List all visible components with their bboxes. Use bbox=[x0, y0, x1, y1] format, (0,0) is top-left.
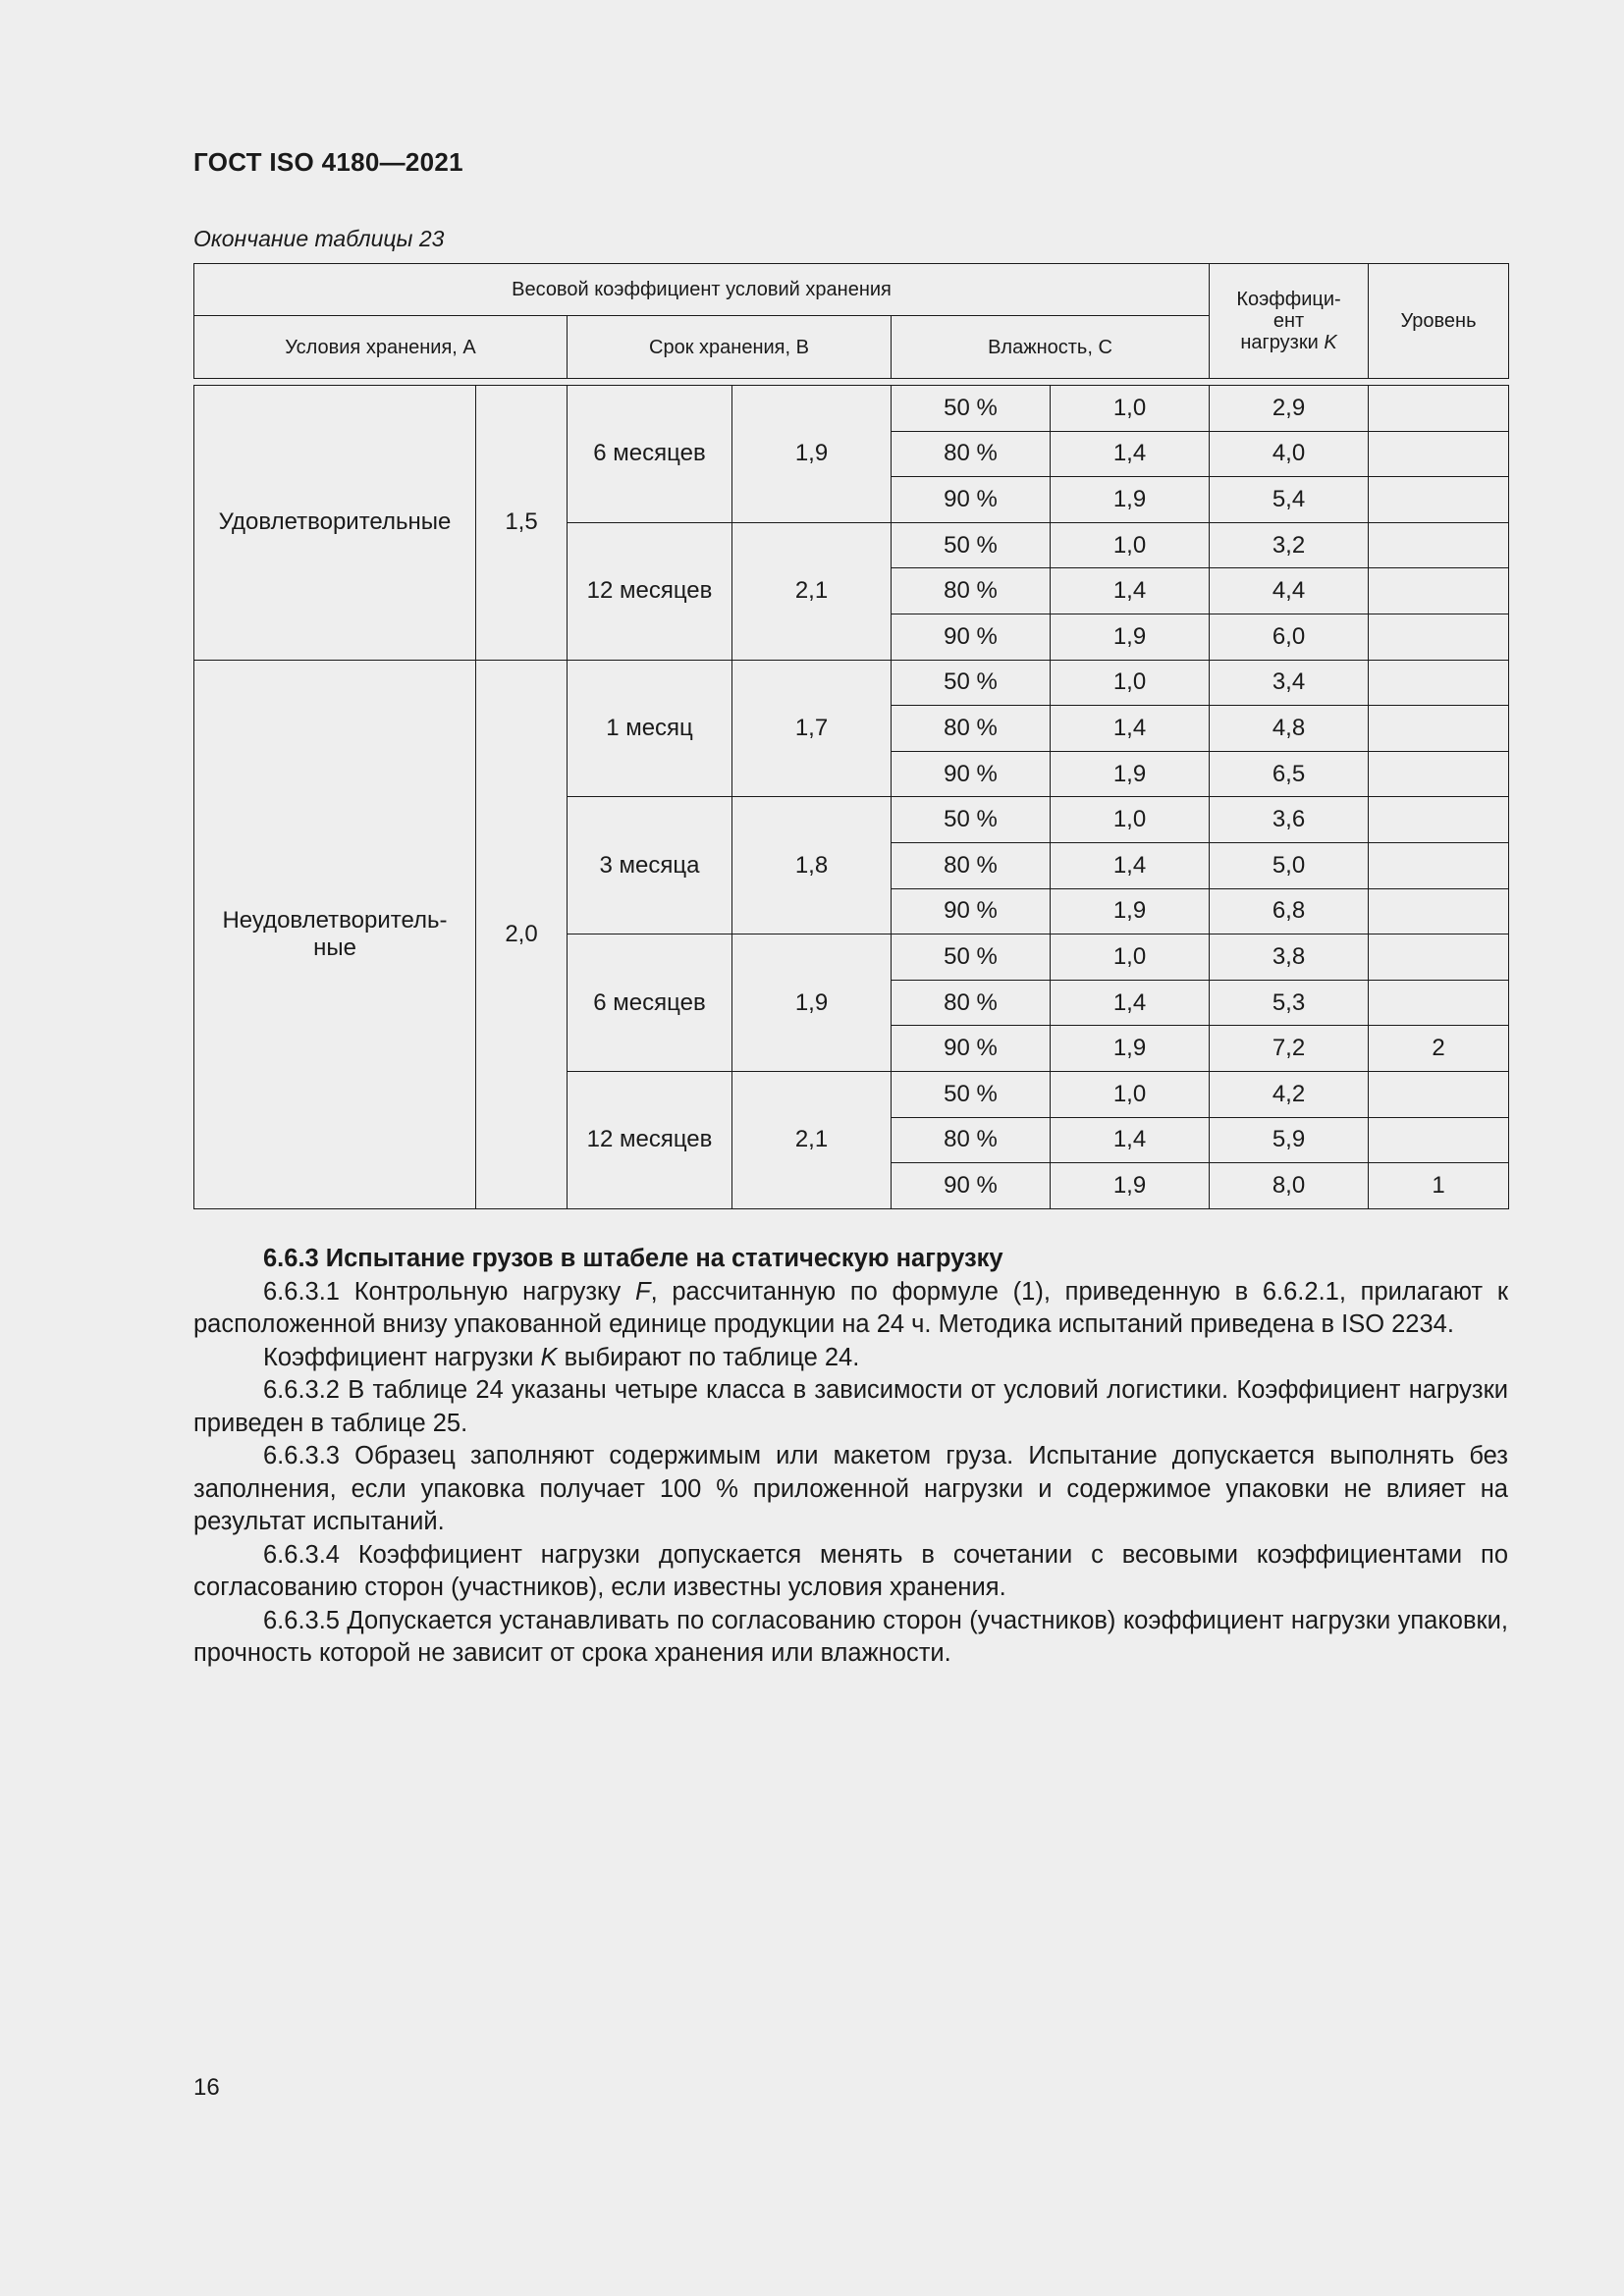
level-cell bbox=[1369, 1071, 1509, 1117]
humidity-cell: 90 % bbox=[892, 614, 1051, 660]
c-value-cell: 1,0 bbox=[1051, 797, 1210, 843]
k-value-cell: 6,0 bbox=[1210, 614, 1369, 660]
humidity-header: Влажность, C bbox=[892, 316, 1210, 379]
k-value-cell: 4,0 bbox=[1210, 431, 1369, 477]
humidity-cell: 80 % bbox=[892, 431, 1051, 477]
term-cell: 6 месяцев bbox=[568, 934, 732, 1072]
k-value-cell: 7,2 bbox=[1210, 1026, 1369, 1072]
c-value-cell: 1,9 bbox=[1051, 1163, 1210, 1209]
term-header: Срок хранения, B bbox=[568, 316, 892, 379]
level-cell bbox=[1369, 431, 1509, 477]
level-cell bbox=[1369, 751, 1509, 797]
level-cell bbox=[1369, 477, 1509, 523]
page-number: 16 bbox=[193, 2074, 220, 2101]
c-value-cell: 1,0 bbox=[1051, 934, 1210, 981]
a-value-cell: 1,5 bbox=[476, 386, 568, 661]
c-value-cell: 1,9 bbox=[1051, 614, 1210, 660]
k-value-cell: 6,8 bbox=[1210, 888, 1369, 934]
group-header: Весовой коэффициент условий хранения bbox=[194, 264, 1210, 316]
level-cell bbox=[1369, 980, 1509, 1026]
paragraph: 6.6.3.1 Контрольную нагрузку F, рассчитанную по формуле (1), приведенную в 6.6.2.1, прилагают к расположенной внизу упакованной единице продукции на 24 ч. Методика испытаний приведена в ISO 2234. bbox=[193, 1277, 1508, 1338]
level-cell bbox=[1369, 934, 1509, 981]
k-value-cell: 5,9 bbox=[1210, 1117, 1369, 1163]
paragraph: 6.6.3.3 Образец заполняют содержимым или макетом груза. Испытание допускается выполнять без заполнения, если упаковка получает 100 % приложенной нагрузки и содержимое упаковки не влияет на результат испытаний. bbox=[193, 1442, 1508, 1535]
k-value-cell: 2,9 bbox=[1210, 386, 1369, 432]
condition-cell: Неудовлетворитель- ные bbox=[194, 660, 476, 1208]
k-header: Коэффици- ент нагрузки K bbox=[1210, 264, 1369, 379]
paragraph: 6.6.3.4 Коэффициент нагрузки допускается менять в сочетании с весовыми коэффициентами по согласованию сторон (участников), если известны условия хранения. bbox=[193, 1540, 1508, 1601]
level-cell bbox=[1369, 660, 1509, 706]
level-cell bbox=[1369, 386, 1509, 432]
k-value-cell: 8,0 bbox=[1210, 1163, 1369, 1209]
humidity-cell: 50 % bbox=[892, 1071, 1051, 1117]
b-value-cell: 1,9 bbox=[732, 386, 892, 523]
paragraph: Коэффициент нагрузки K выбирают по таблице 24. bbox=[263, 1343, 860, 1371]
humidity-cell: 50 % bbox=[892, 934, 1051, 981]
b-value-cell: 1,8 bbox=[732, 797, 892, 934]
conditions-header: Условия хранения, A bbox=[194, 316, 568, 379]
humidity-cell: 50 % bbox=[892, 386, 1051, 432]
weight-coefficient-table bbox=[193, 263, 1509, 1209]
k-value-cell: 4,4 bbox=[1210, 568, 1369, 614]
k-value-cell: 3,2 bbox=[1210, 522, 1369, 568]
c-value-cell: 1,4 bbox=[1051, 431, 1210, 477]
c-value-cell: 1,9 bbox=[1051, 888, 1210, 934]
table-row bbox=[194, 386, 1509, 432]
level-cell bbox=[1369, 1117, 1509, 1163]
humidity-cell: 80 % bbox=[892, 842, 1051, 888]
body-text bbox=[193, 1243, 1508, 1671]
table-row bbox=[194, 660, 1509, 706]
c-value-cell: 1,0 bbox=[1051, 660, 1210, 706]
humidity-cell: 80 % bbox=[892, 568, 1051, 614]
c-value-cell: 1,4 bbox=[1051, 1117, 1210, 1163]
k-value-cell: 3,8 bbox=[1210, 934, 1369, 981]
level-cell bbox=[1369, 568, 1509, 614]
b-value-cell: 2,1 bbox=[732, 1071, 892, 1208]
section-heading: 6.6.3 Испытание грузов в штабеле на статическую нагрузку bbox=[263, 1245, 1003, 1272]
humidity-cell: 50 % bbox=[892, 797, 1051, 843]
humidity-cell: 90 % bbox=[892, 888, 1051, 934]
humidity-cell: 50 % bbox=[892, 660, 1051, 706]
document-header: ГОСТ ISO 4180—2021 bbox=[193, 147, 463, 177]
c-value-cell: 1,4 bbox=[1051, 568, 1210, 614]
c-value-cell: 1,4 bbox=[1051, 706, 1210, 752]
term-cell: 1 месяц bbox=[568, 660, 732, 797]
k-value-cell: 5,4 bbox=[1210, 477, 1369, 523]
level-header: Уровень bbox=[1369, 264, 1509, 379]
humidity-cell: 90 % bbox=[892, 1163, 1051, 1209]
humidity-cell: 90 % bbox=[892, 1026, 1051, 1072]
k-value-cell: 4,2 bbox=[1210, 1071, 1369, 1117]
term-cell: 12 месяцев bbox=[568, 522, 732, 660]
k-value-cell: 5,0 bbox=[1210, 842, 1369, 888]
humidity-cell: 80 % bbox=[892, 980, 1051, 1026]
k-value-cell: 3,4 bbox=[1210, 660, 1369, 706]
term-cell: 3 месяца bbox=[568, 797, 732, 934]
c-value-cell: 1,0 bbox=[1051, 522, 1210, 568]
k-value-cell: 3,6 bbox=[1210, 797, 1369, 843]
table-caption: Окончание таблицы 23 bbox=[193, 226, 445, 251]
a-value-cell: 2,0 bbox=[476, 660, 568, 1208]
header-gap bbox=[194, 379, 1509, 386]
level-cell bbox=[1369, 614, 1509, 660]
b-value-cell: 1,7 bbox=[732, 660, 892, 797]
c-value-cell: 1,9 bbox=[1051, 751, 1210, 797]
k-value-cell: 6,5 bbox=[1210, 751, 1369, 797]
humidity-cell: 90 % bbox=[892, 751, 1051, 797]
c-value-cell: 1,4 bbox=[1051, 980, 1210, 1026]
paragraph: 6.6.3.2 В таблице 24 указаны четыре класса в зависимости от условий логистики. Коэффициент нагрузки приведен в таблице 25. bbox=[193, 1376, 1508, 1437]
k-value-cell: 4,8 bbox=[1210, 706, 1369, 752]
c-value-cell: 1,0 bbox=[1051, 1071, 1210, 1117]
humidity-cell: 80 % bbox=[892, 706, 1051, 752]
level-cell bbox=[1369, 706, 1509, 752]
humidity-cell: 90 % bbox=[892, 477, 1051, 523]
b-value-cell: 1,9 bbox=[732, 934, 892, 1072]
term-cell: 12 месяцев bbox=[568, 1071, 732, 1208]
b-value-cell: 2,1 bbox=[732, 522, 892, 660]
level-cell bbox=[1369, 842, 1509, 888]
paragraph: 6.6.3.5 Допускается устанавливать по согласованию сторон (участников) коэффициент нагрузки упаковки, прочность которой не зависит от срока хранения или влажности. bbox=[193, 1606, 1508, 1667]
c-value-cell: 1,0 bbox=[1051, 386, 1210, 432]
humidity-cell: 50 % bbox=[892, 522, 1051, 568]
c-value-cell: 1,9 bbox=[1051, 1026, 1210, 1072]
level-cell bbox=[1369, 522, 1509, 568]
condition-cell: Удовлетворительные bbox=[194, 386, 476, 661]
c-value-cell: 1,9 bbox=[1051, 477, 1210, 523]
humidity-cell: 80 % bbox=[892, 1117, 1051, 1163]
level-cell: 1 bbox=[1369, 1163, 1509, 1209]
c-value-cell: 1,4 bbox=[1051, 842, 1210, 888]
level-cell bbox=[1369, 888, 1509, 934]
term-cell: 6 месяцев bbox=[568, 386, 732, 523]
level-cell: 2 bbox=[1369, 1026, 1509, 1072]
level-cell bbox=[1369, 797, 1509, 843]
k-value-cell: 5,3 bbox=[1210, 980, 1369, 1026]
